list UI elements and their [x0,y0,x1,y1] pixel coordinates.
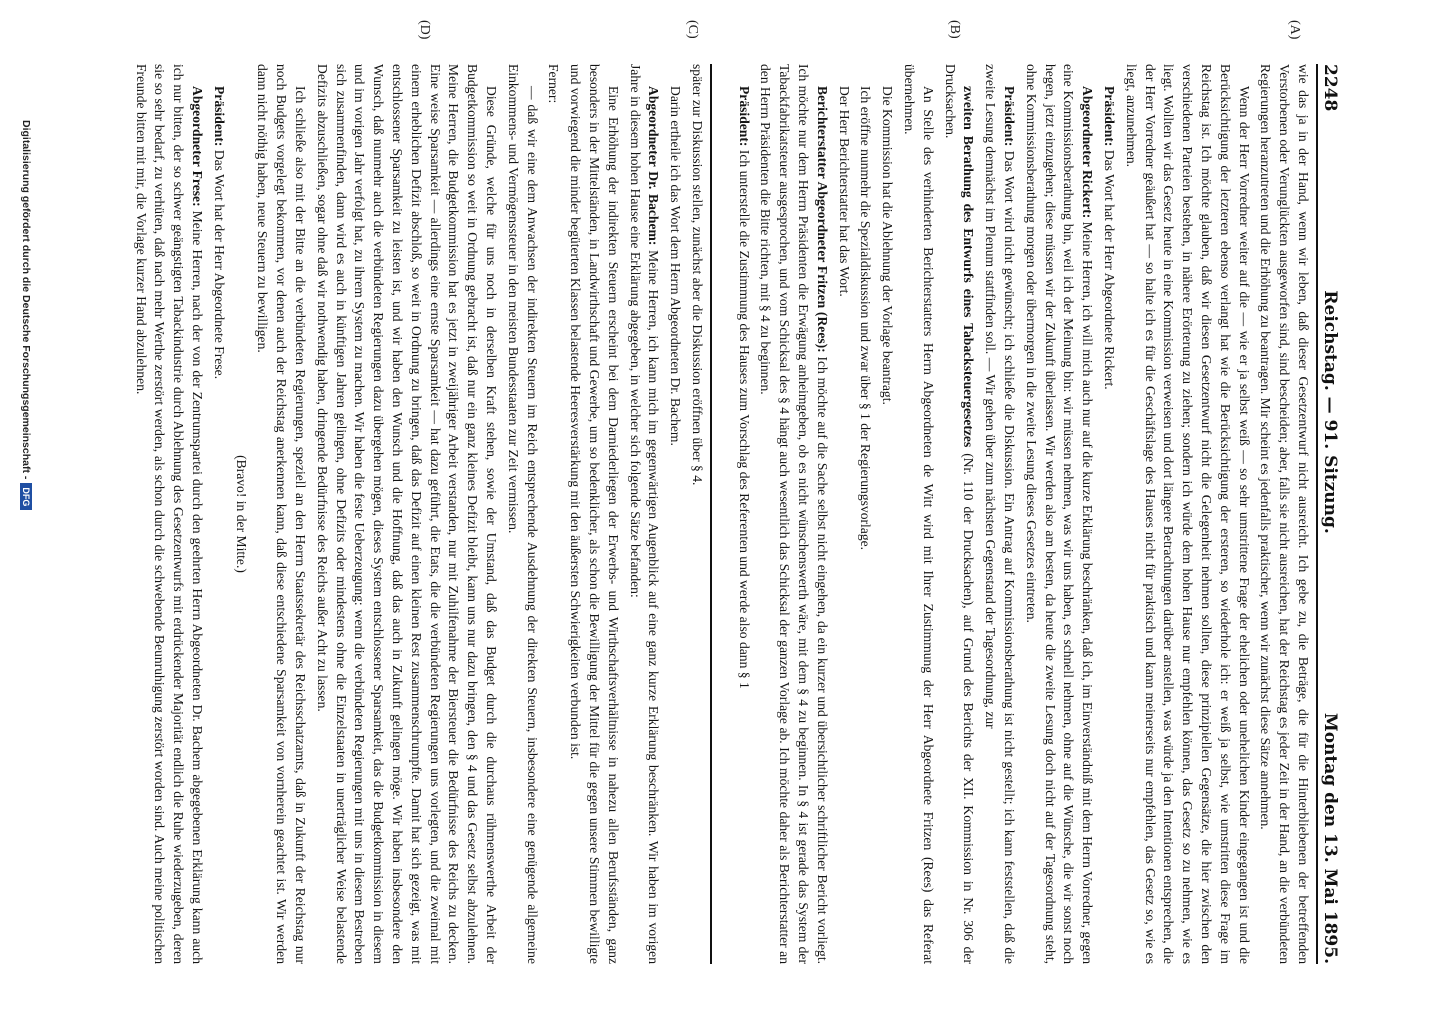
speaker-label: Abgeordneter Rickert: [1080,86,1096,219]
speaker-paragraph [980,64,1018,964]
paragraph: Diese Gründe, welche für uns noch in derselben Kraft stehen, sowie der Umstand, daß das Budget durch die durchaus rühmenswerthe Arbeit der Budgetkommission so weit in Ordnung gebracht ist, daß nur ein ganz kleines Defizit bleibt, kann uns nur dazu bringen, den § 4 und das Gesetz selbst abzulehnen. Meine Herren, die Budgetkommission hat es jetzt in zweijähriger Arbeit verstanden, nur mit Zuhilfenahme der Biersteuer die Bedürfnisse des Reichs zu decken. Eine weise Sparsamkeit — allerdings eine ernste Sparsamkeit — hat dazu geführt, die Etats, die die verbündeten Regierungen uns vorlegten, und die zweimal mit einem erheblichen Defizit abschloß, so weit in Ordnung zu bringen, daß das Defizit auf einen kleinen Rest zusammenschrumpfte. Damit hat sich gezeigt, was mit entschlossener Sparsamkeit zu leisten ist, und wir haben den Wunsch und die Hoffnung, daß das auch in Zukunft gelingen möge. Wir haben insbesondere den Wunsch, daß nunmehr auch die verbündeten Regierungen dazu übergehen mögen, dieses System entschlossener Sparsamkeit, das die Budgetkommission in diesem und im vorigen Jahr verfolgt hat, zu ihrem System zu machen. Wir haben die feste Ueberzeugung: wenn die verbündeten Regierungen mit uns in diesem Bestreben sich zusammenfinden, dann wird es auch in künftigen Jahren gelingen, ohne Defizits oder mindestens ohne die Einzelstaaten in unerträglicher Weise belastende Defizits abzuschließen, sogar ohne daß wir nothwendig haben, dringende Bedürfnisse des Reichs außer Acht zu lassen. [314,64,500,964]
speaker-paragraph [625,64,663,964]
speaker-label: Abgeordneter Dr. Bachem: [646,86,662,246]
dfg-logo: DFG [20,483,32,510]
speech-text: Meine Herren, ich will mich auch nur auf die kurze Erklärung beschränken, daß ich, im Einverständniß mit dem Herrn Vorredner, gegen eine Kommissionsberathung bin, weil ich der Meinung bin: wir müssen nehmen, was wir uns haben, es schnell nehmen, ohne auf die Wünsche, die wir sonst noch hegen, jetzt einzugehen; diese müssen wir der Zukunft überlassen. Wir werden also am besten, da heute die zweite Lesung doch nicht auf der Tagesordnung steht, ohne Kommissionsberathung morgen oder übermorgen in die zweite Lesung dieses Gesetzes eintreten. [1023,64,1096,964]
speech-text: Meine Herren, ich kann mich im gegenwärtigen Augenblick auf eine ganz kurze Erklärung beschränken. Wir haben im vorigen Jahre in diesem hohen Hause eine Erklärung abgegeben, in welcher sich folgende Sätze befanden: [627,64,662,964]
text-column-left [720,64,1312,964]
speaker-label: Präsident: [1002,86,1018,147]
speaker-paragraph [131,64,206,964]
speaker-label: Präsident: [211,86,227,147]
speech-text: Meine Herren, nach der von der Zentrumspartei durch den geehrten Herrn Abgeordneten Dr. Bachem abgegebenen Erklärung kann auch ich nur bitten, der so schwer geängstigten Tabackindustrie durch Ablehnung des Gesetzentwurfs mit erdrückender Majorität endlich die Ruhe wiederzugeben, deren sie so sehr bedarf, zu verhüten, daß nach mehr Werthe zerstört werden, als schon durch die schwebende Beunruhigung zerstört worden sind. Auch meine politischen Freunde bitten mit mir, die Vorlage kurzer Hand abzulehnen. [133,64,206,964]
speech-text: Das Wort hat der Herr Abgeordnete Frese. [211,146,227,380]
speaker-label: Berichterstatter Abgeordneter Fritzen (Rees): [814,86,830,353]
speaker-paragraph [734,64,753,964]
paragraph: Ich schließe also mit der Bitte an die verbündeten Regierungen, speziell an den Herrn Staatssekretär des Reichsschatzamts, daß in Zukunft der Reichstag nur noch Budgets vorgelegt bekommen, vor denen auch der Reichstag anerkennen kann, daß diese entschiedene Sparsamkeit von vornherein geachtet ist. Wir werden dann nicht nöthig haben, neue Steuern zu bewilligen. [255,64,309,964]
credit-text: Digitalisierung gefördert durch die Deutsche Forschungsgemeinschaft - [20,120,32,480]
paragraph: Die Kommission hat die Ablehnung der Vorlage beantragt. [880,86,896,405]
quotation: Eine Erhöhung der indirekten Steuern erscheint bei dem Darniederliegen der Erwerbs- und Wirthschaftsverhältnisse in nahezu allen Berufsständen, ganz besonders in der Mittelständen, in Landwirthschaft und Gewerbe, um so bedenklicher, als schon die Bewilligung der Mittel für die gegen unsere Stimmen bewilligte und vorwiegend die minder begüterten Klassen belastende Heeresverstärkung mit den äußersten Schwierigkeiten verbunden ist. [568,64,621,964]
margin-marker-c: (C) [685,20,700,39]
speech-text: Das Wort wird nicht gewünscht; ich schließe die Diskussion. Ein Antrag auf Kommissionsberathung ist nicht gestellt; ich kann feststellen, daß die zweite Lesung demnächst im Plenum stattfinden soll. — Wir gehen über zum nächsten Gegenstand der Tagesordnung, zur [983,64,1018,964]
paragraph: Darin ertheile ich das Wort dem Herrn Abgeordneten Dr. Bachem. [668,86,684,446]
page-header [1320,64,1340,964]
speech-text: Ich möchte auf die Sache selbst nicht eingehen, da ein kurzer und übersichtlicher schriftlicher Bericht vorliegt. Ich möchte nur dem Herrn Präsidenten die Erwägung anheimgeben, ob es nicht wünschenswerth wäre, mit dem § 4 zu beginnen. In § 4 ist gerade das System der Tabackfabrikatsteuer ausgesprochen, und vom Schicksal des § 4 hängt auch wesentlich das Schicksal der ganzen Vorlage ab. Ich möchte daher als Berichterstatter an den Herrn Präsidenten die Bitte richten, mit § 4 zu beginnen. [758,64,830,964]
speech-text: Ich unterstelle die Zustimmung des Hauses zum Vorschlag des Referenten und werde also dann § 1 [736,146,752,689]
session-title: Reichstag. — 91. Sitzung. [1320,290,1340,534]
margin-marker-a: (A) [1287,20,1302,40]
speaker-paragraph [209,64,228,964]
speaker-label: Präsident: [736,86,752,147]
speech-text: Das Wort hat der Herr Abgeordnete Rickert. [1102,146,1118,390]
speaker-label: Abgeordneter Frese: [190,86,206,207]
paragraph: wie das ja in der Hand, wenn wir leben, daß dieser Gesetzentwurf nicht ausreicht. Ich gebe zu, die Beträge, die für die Hinterbliebenen der betreffenden Verstorbenen oder Verunglückten ausgeworfen sind, sind bescheiden; aber, falls sie nicht ausreichen, hat der Reichstag es jeder Zeit in der Hand, an die verbündeten Regierungen heranzutreten und die Erhöhung zu beantragen. Mir scheint es jedenfalls praktischer, wenn wir zunächst diese Sätze annehmen. [1258,64,1311,964]
paragraph: Wenn der Herr Vorredner weiter auf die — wie er ja selbst weiß — so sehr umstrittene Frage der ehelichen oder unehelichen Kinder eingegangen ist und die Berücksichtigung der letzteren ebenso verlangt hat wie die Berücksichtigung der ersteren, so wiederhole ich: er weiß ja selbst, wie umstritten diese Frage im Reichstag ist. Ich möchte glauben, daß wir diesen Gesetzentwurf nicht die Gelegenheit nehmen sollten, diese prinzipiellen Gegensätze, die hier zwischen den verschiedenen Parteien bestehen, in nähere Erörterung zu ziehen; sondern ich würde dem hohen Hause nur empfehlen können, das Gesetz so zu nehmen, wie es liegt. Wollten wir das Gesetz heute in eine Kommission verweisen und dort längere Betrachtungen darüber anstellen, was würde ja den Intentionen entsprechen, die der Herr Vorredner geäußert hat — so halte ich es für die Geschäftslage des Hauses nicht für praktisch und kann meinerseits nur empfehlen, das Gesetz so, wie es liegt, anzunehmen. [1123,64,1252,964]
column-divider [710,64,712,964]
speaker-paragraph [756,64,831,964]
text-column-right [96,64,706,964]
paragraph: Ich eröffne nunmehr die Spezialdiskussion und zwar über § 1 der Regierungsvorlage. [858,86,874,551]
margin-marker-d: (D) [417,20,432,40]
paragraph: An Stelle des verhinderten Berichterstatters Herrn Abgeordneten de Witt wird mit Ihrer Zustimmung der Herr Abgeordnete Fritzen (Rees) das Referat übernehmen. [902,64,936,964]
paragraph: Der Herr Berichterstatter hat das Wort. [836,86,852,297]
margin-marker-b: (B) [947,20,962,39]
digitization-credit [20,120,32,1020]
session-date: Montag den 13. Mai 1895. [1320,712,1340,964]
agenda-text: (Nr. 110 der Drucksachen), auf Grund des Berichts der XII. Kommission in Nr. 306 der Drucksachen. [942,64,977,964]
paragraph: Ferner: [546,64,562,104]
speaker-label: Präsident: [1102,86,1118,147]
applause-note: (Bravo! in der Mitte.) [233,455,249,573]
agenda-title: zweiten Berathung des Entwurfs eines Tabacksteuergesetzes [961,86,977,448]
agenda-item [940,64,978,964]
paragraph: später zur Diskussion stellen, zunächst aber die Diskussion eröffnen über § 4. [690,64,705,486]
speaker-paragraph [1099,64,1118,964]
page-number: 2248 [1320,64,1340,112]
speaker-paragraph [1021,64,1096,964]
header-rule [1316,64,1318,964]
quotation: — daß wir eine dem Anwachsen der indirekten Steuern im Reich entsprechende Ausdehnung der direkten Steuern, insbesondere eine genügende allgemeine Einkommens- und Vermögenssteuer in den meisten Bundesstaaten zur Zeit vermissen. [505,64,540,964]
